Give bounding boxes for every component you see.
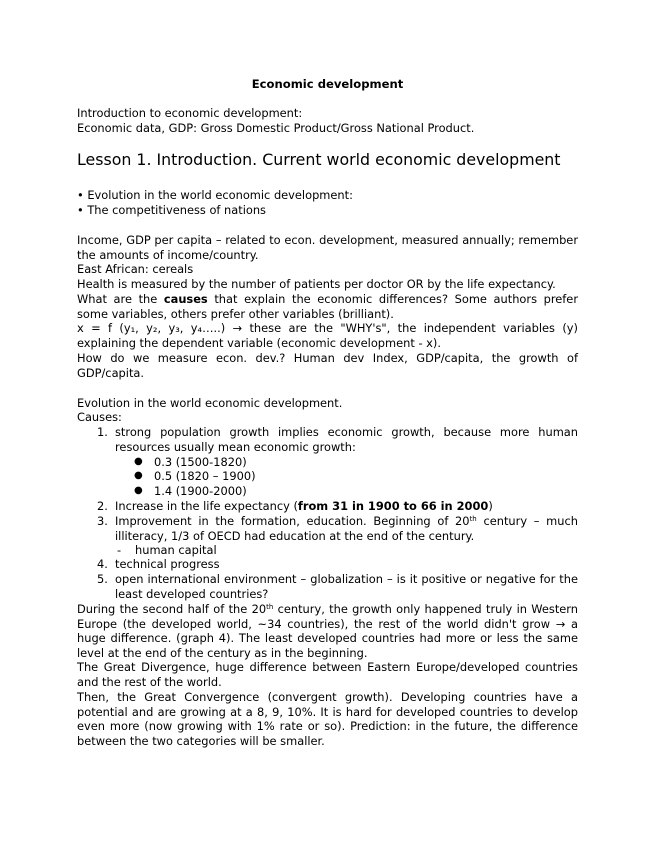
lesson-heading: Lesson 1. Introduction. Current world economic development: [77, 150, 561, 169]
paragraph-convergence: Then, the Great Convergence (convergent growth). Developing countries have a potential and are growing at a 8, 9, 10%. It is hard for developed countries to develop even more (now growing with 1% rate or so). Prediction: in the future, the difference between the two categories will be smaller.: [77, 690, 578, 748]
life-expectancy-post: ): [488, 499, 493, 513]
growth-rate-1500-1820: 0.3 (1500-1820): [154, 455, 247, 469]
cause-population-growth: strong population growth implies economic growth, because more human resources usually mean economic growth:: [115, 425, 578, 454]
second-half-post: century, the growth only happened truly in Western Europe (the developed world, ~34 countries), the rest of the world didn't grow → a huge difference. (graph 4). The least developed countries had more or less the same level at the end of the century as in the beginning.: [77, 602, 579, 660]
paragraph-second-half: [77, 602, 578, 660]
list-number-1: 1.: [97, 425, 108, 439]
growth-rate-1900-2000: 1.4 (1900-2000): [154, 484, 247, 498]
education-sup: th: [469, 515, 477, 523]
paragraph-measure: How do we measure econ. dev.? Human dev Index, GDP/capita, the growth of GDP/capita.: [77, 351, 578, 380]
intro-line-1: Introduction to economic development:: [77, 106, 303, 120]
paragraph-formula: x = f (y₁, y₂, y₃, y₄…..) → these are the "WHY's", the independent variables (y) explaining the dependent variable (economic development - x).: [77, 321, 578, 350]
list-number-3: 3.: [97, 514, 108, 528]
life-expectancy-bold: from 31 in 1900 to 66 in 2000: [297, 499, 489, 513]
evolution-heading: Evolution in the world economic development.: [77, 396, 343, 410]
list-number-5: 5.: [97, 572, 108, 586]
paragraph-health: Health is measured by the number of patients per doctor OR by the life expectancy.: [77, 277, 556, 291]
list-number-4: 4.: [97, 557, 108, 571]
paragraph-east-african: East African: cereals: [77, 262, 194, 276]
second-half-pre: During the second half of the 20: [77, 602, 267, 616]
education-post: century – much illiteracy, 1/3 of OECD had education at the end of the century.: [115, 514, 578, 543]
list-number-2: 2.: [97, 499, 108, 513]
causes-question-pre: What are the: [77, 292, 164, 306]
bullet-dot-icon: ●: [134, 456, 143, 467]
bullet-dot-icon: ●: [134, 470, 143, 481]
paragraph-income: Income, GDP per capita – related to econ. development, measured annually; remember the amounts of income/country.: [77, 233, 578, 262]
cause-education: [115, 514, 578, 543]
causes-label: Causes:: [77, 410, 122, 424]
paragraph-divergence: The Great Divergence, huge difference between Eastern Europe/developed countries and the rest of the world.: [77, 660, 578, 689]
bullet-dot-icon: ●: [134, 485, 143, 496]
sub-dash: -: [117, 543, 122, 557]
causes-question-post: that explain the economic differences? Some authors prefer some variables, others prefer other variables (brilliant).: [77, 292, 578, 321]
bullet-evolution: • Evolution in the world economic development:: [77, 188, 353, 202]
intro-line-2: Economic data, GDP: Gross Domestic Product/Gross National Product.: [77, 121, 475, 135]
cause-globalization: open international environment – globalization – is it positive or negative for the least developed countries?: [115, 572, 578, 601]
education-pre: Improvement in the formation, education. Beginning of 20: [115, 514, 470, 528]
paragraph-causes-question: [77, 292, 578, 321]
document-title: Economic development: [251, 77, 404, 91]
causes-bold: causes: [163, 292, 208, 306]
bullet-competitiveness: • The competitiveness of nations: [77, 203, 266, 217]
second-half-sup: th: [266, 603, 274, 611]
cause-technical-progress: technical progress: [115, 557, 220, 571]
growth-rate-1820-1900: 0.5 (1820 – 1900): [154, 469, 256, 483]
life-expectancy-pre: Increase in the life expectancy (: [115, 499, 298, 513]
sub-item-human-capital: human capital: [135, 543, 217, 557]
cause-life-expectancy: [115, 499, 578, 514]
